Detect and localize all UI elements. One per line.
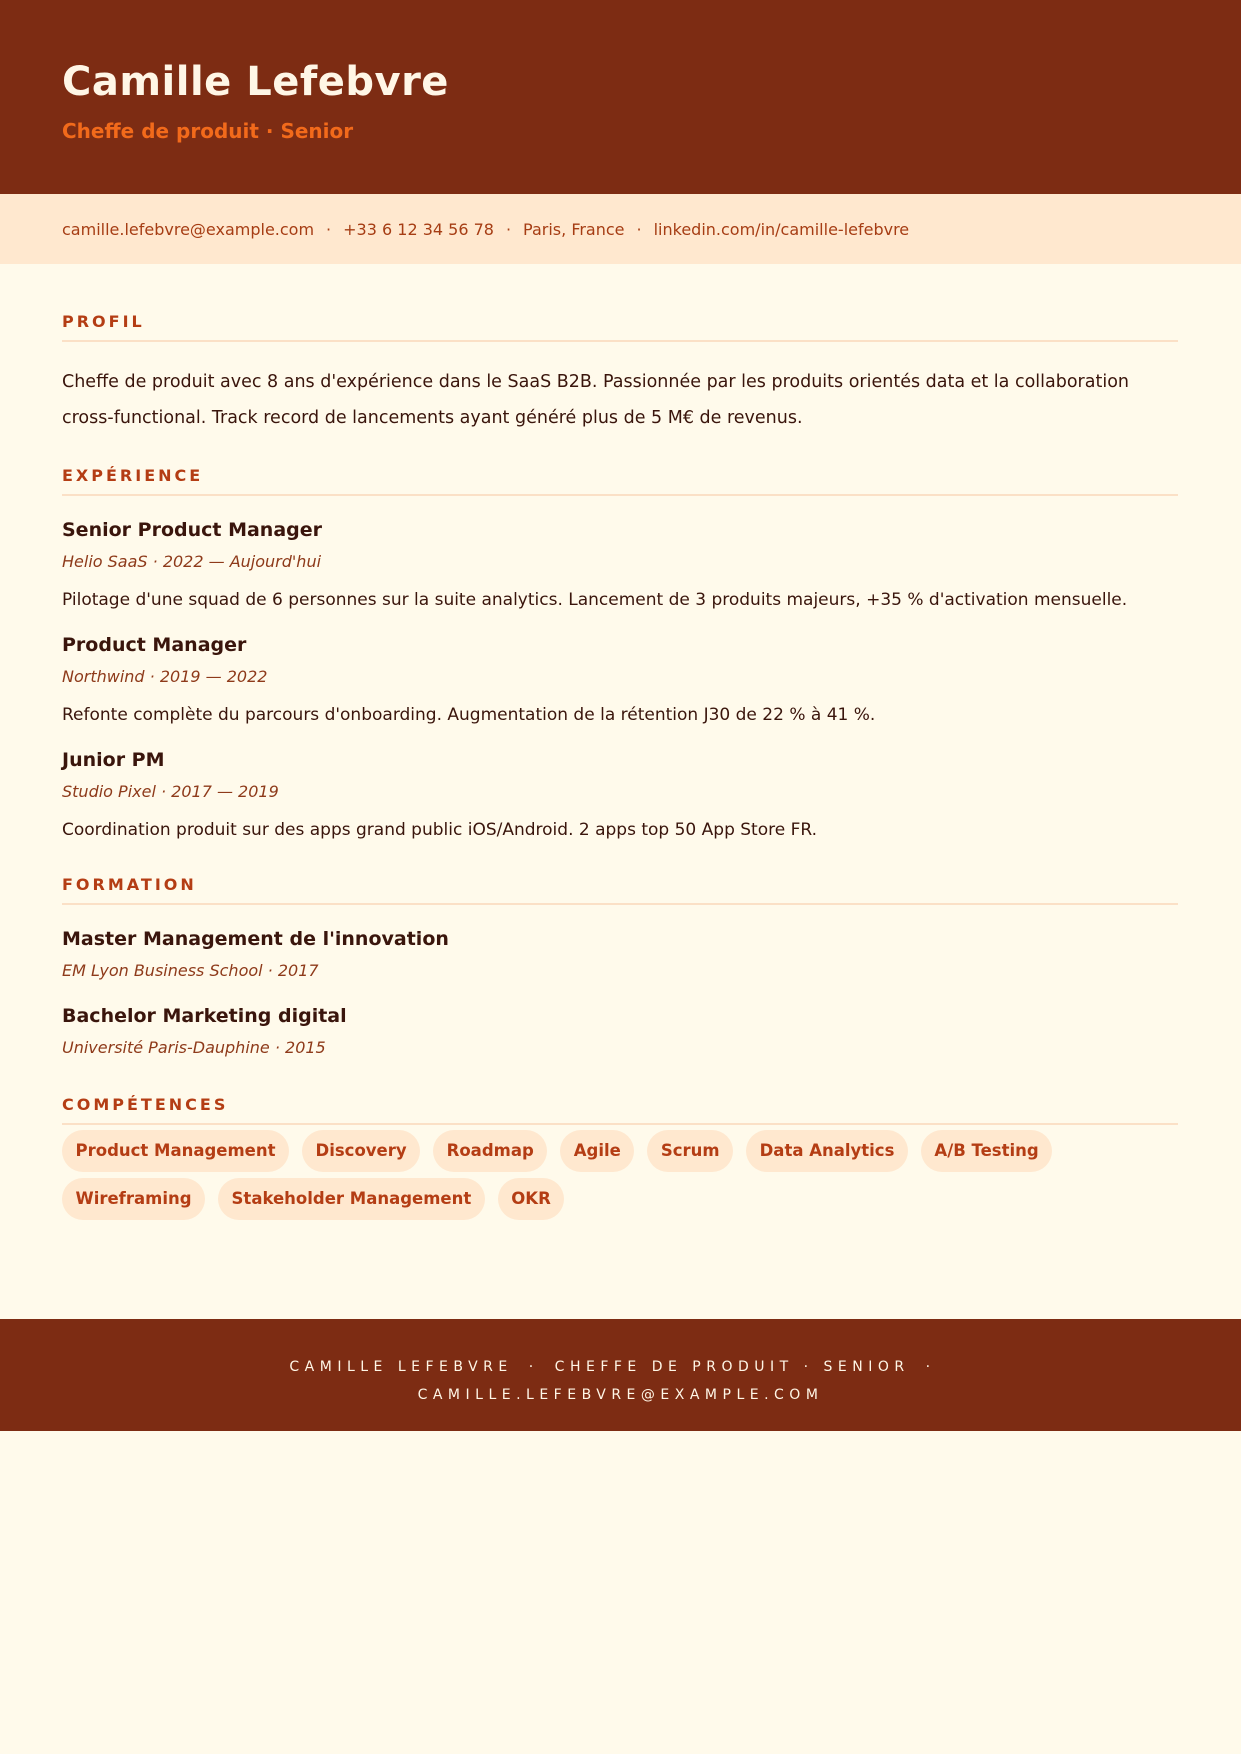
contact-phone[interactable]: +33 6 12 34 56 78 [343, 219, 494, 239]
footer-separator: · [925, 1359, 936, 1375]
skill-tag: Product Management [62, 1130, 289, 1172]
job-description: Pilotage d'une squad de 6 personnes sur la suite analytics. Lancement de 3 produits majeurs, +35 % d'activation mensuelle. [62, 590, 1128, 610]
section-title-profil: PROFIL [62, 312, 1178, 342]
degree-title: Bachelor Marketing digital [62, 1005, 347, 1027]
skill-tag: Data Analytics [746, 1130, 908, 1172]
education-item [62, 925, 1178, 982]
job-meta: Helio SaaS · 2022 — Aujourd'hui [62, 552, 322, 571]
experience-item [62, 631, 1178, 726]
degree-title: Master Management de l'innovation [62, 928, 449, 950]
contact-separator: · [636, 219, 642, 239]
footer-title: CHEFFE DE PRODUIT · SENIOR [554, 1359, 910, 1375]
job-meta: Studio Pixel · 2017 — 2019 [62, 782, 279, 801]
profile-summary: Cheffe de produit avec 8 ans d'expérience dans le SaaS B2B. Passionnée par les produits orientés data et la collaboration cross-functional. Track record de lancements ayant généré plus de 5 M€ de revenus. [62, 372, 1129, 428]
education-item [62, 1002, 1178, 1059]
experience-item [62, 746, 1178, 841]
skill-tag: OKR [498, 1178, 565, 1220]
resume-footer [0, 1319, 1241, 1431]
contact-separator: · [505, 219, 512, 239]
footer-email: CAMILLE.LEFEBVRE@EXAMPLE.COM [417, 1387, 824, 1403]
candidate-name: Camille Lefebvre [62, 59, 449, 105]
skill-tag: Roadmap [433, 1130, 547, 1172]
footer-name: CAMILLE LEFEBVRE [289, 1359, 513, 1375]
experience-item [62, 516, 1178, 611]
skill-tag: Wireframing [62, 1178, 205, 1220]
footer-line-1 [0, 1353, 1241, 1381]
job-description: Refonte complète du parcours d'onboarding. Augmentation de la rétention J30 de 22 % à 41 %. [62, 705, 876, 725]
skill-tag: Stakeholder Management [218, 1178, 485, 1220]
job-description: Coordination produit sur des apps grand public iOS/Android. 2 apps top 50 App Store FR. [62, 820, 817, 840]
skill-tag: Scrum [647, 1130, 733, 1172]
section-title-experience: EXPÉRIENCE [62, 466, 1178, 496]
section-title-formation: FORMATION [62, 875, 1178, 905]
contact-bar [0, 194, 1241, 264]
contact-location: Paris, France [523, 219, 625, 239]
footer-line-2 [0, 1381, 1241, 1409]
job-title: Senior Product Manager [62, 519, 323, 541]
skills-list [62, 1130, 1178, 1226]
resume-body [62, 264, 1178, 1226]
job-title: Product Manager [62, 634, 247, 656]
section-title-competences: COMPÉTENCES [62, 1095, 1178, 1125]
candidate-title: Cheffe de produit · Senior [62, 119, 354, 143]
job-meta: Northwind · 2019 — 2022 [62, 667, 268, 686]
footer-separator: · [528, 1359, 539, 1375]
degree-meta: Université Paris-Dauphine · 2015 [62, 1038, 326, 1057]
contact-separator: · [326, 219, 332, 239]
skill-tag: Discovery [302, 1130, 420, 1172]
contact-email[interactable]: camille.lefebvre@example.com [62, 219, 315, 239]
contact-linkedin[interactable]: linkedin.com/in/camille-lefebvre [653, 219, 910, 239]
skill-tag: Agile [560, 1130, 634, 1172]
skill-tag: A/B Testing [921, 1130, 1052, 1172]
degree-meta: EM Lyon Business School · 2017 [62, 961, 319, 980]
job-title: Junior PM [62, 749, 165, 771]
resume-header [0, 0, 1241, 194]
